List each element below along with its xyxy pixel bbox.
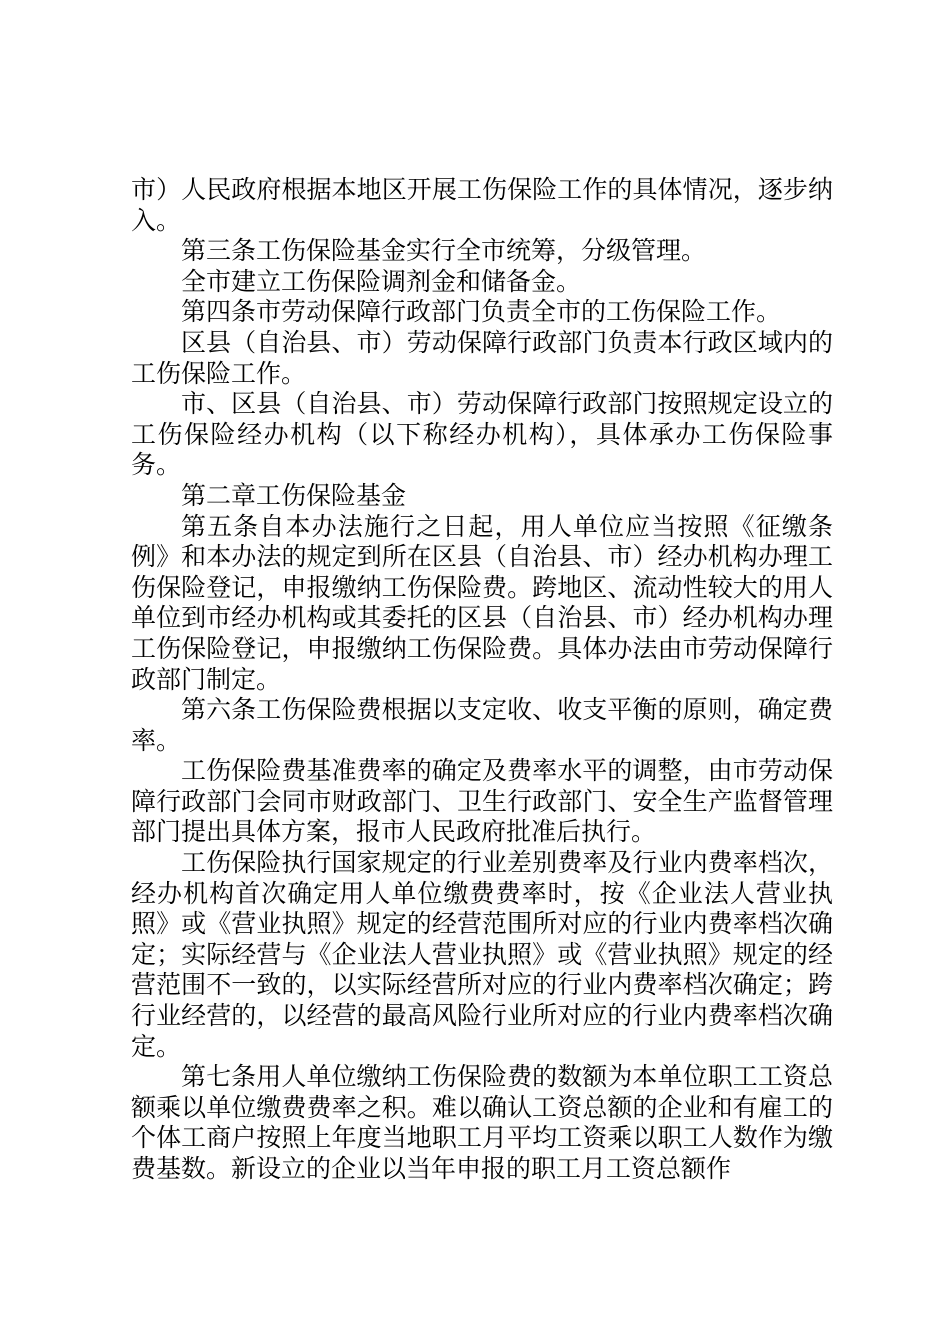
paragraph: 市）人民政府根据本地区开展工伤保险工作的具体情况，逐步纳入。: [131, 175, 833, 235]
paragraph: 第六条工伤保险费根据以支定收、收支平衡的原则，确定费率。: [131, 695, 833, 755]
paragraph: 区县（自治县、市）劳动保障行政部门负责本行政区域内的工伤保险工作。: [131, 327, 833, 388]
document-body: [131, 175, 833, 1185]
paragraph: 第七条用人单位缴纳工伤保险费的数额为本单位职工工资总额乘以单位缴费费率之积。难以确认工资总额的企业和有雇工的个体工商户按照上年度当地职工月平均工资乘以职工人数作为缴费基数。新设立的企业以当年申报的职工月工资总额作: [131, 1062, 833, 1183]
paragraph: 工伤保险费基准费率的确定及费率水平的调整，由市劳动保障行政部门会同市财政部门、卫生行政部门、安全生产监督管理部门提出具体方案，报市人民政府批准后执行。: [131, 756, 833, 847]
paragraph: 第五条自本办法施行之日起，用人单位应当按照《征缴条例》和本办法的规定到所在区县（自治县、市）经办机构办理工伤保险登记，申报缴纳工伤保险费。跨地区、流动性较大的用人单位到市经办机构或其委托的区县（自治县、市）经办机构办理工伤保险登记，申报缴纳工伤保险费。具体办法由市劳动保障行政部门制定。: [131, 511, 833, 694]
chapter-heading: 第二章工伤保险基金: [181, 480, 407, 510]
paragraph: 工伤保险执行国家规定的行业差别费率及行业内费率档次，经办机构首次确定用人单位缴费费率时，按《企业法人营业执照》或《营业执照》规定的经营范围所对应的行业内费率档次确定；实际经营与《企业法人营业执照》或《营业执照》规定的经营范围不一致的，以实际经营所对应的行业内费率档次确定；跨行业经营的，以经营的最高风险行业所对应的行业内费率档次确定。: [131, 848, 833, 1061]
paragraph: 第四条市劳动保障行政部门负责全市的工伤保险工作。: [181, 297, 782, 327]
paragraph: 第三条工伤保险基金实行全市统筹，分级管理。: [181, 236, 707, 266]
paragraph: 市、区县（自治县、市）劳动保障行政部门按照规定设立的工伤保险经办机构（以下称经办机构），具体承办工伤保险事务。: [131, 389, 833, 480]
paragraph: 全市建立工伤保险调剂金和储备金。: [181, 266, 582, 296]
